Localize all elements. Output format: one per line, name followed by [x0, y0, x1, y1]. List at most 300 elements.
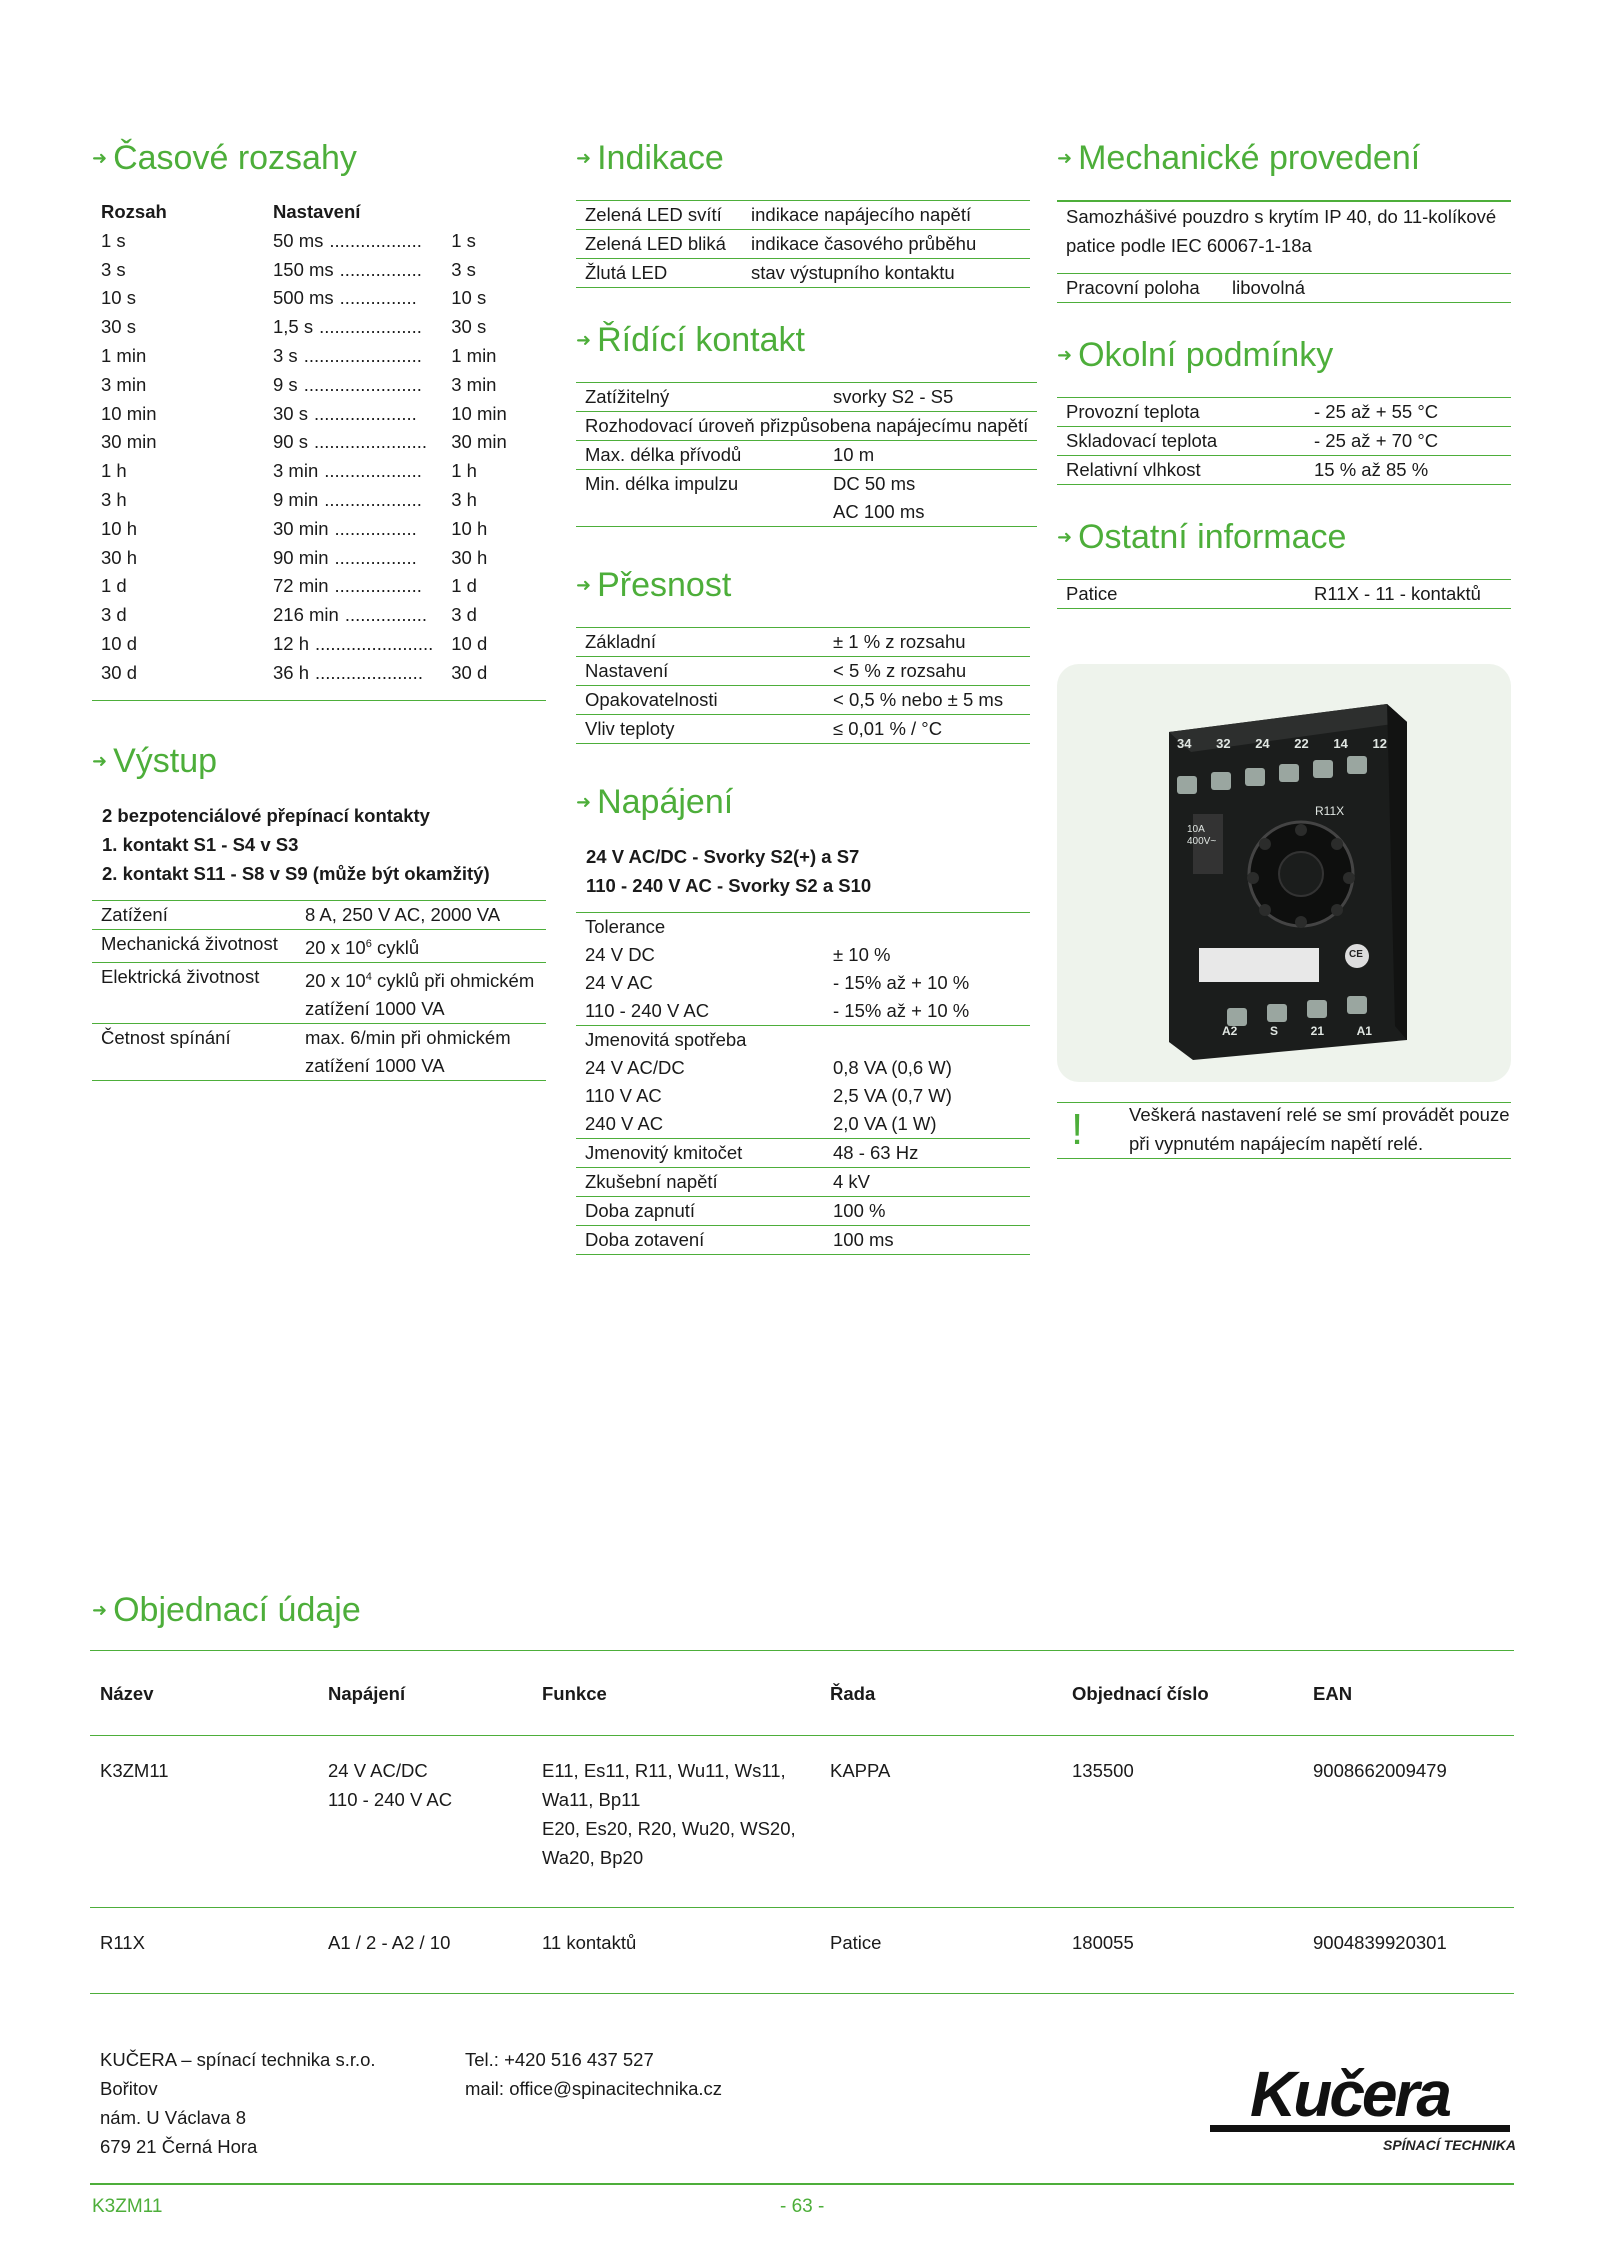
mech-text: Samozhášivé pouzdro s krytím IP 40, do 11-kolíkové [1066, 205, 1497, 227]
table-row [576, 201, 1030, 230]
row-label: Rozhodovací úroveň přizpůsobena napájecímu napětí [576, 412, 1037, 441]
range-col-header: Rozsah [101, 201, 167, 222]
row-label: 110 V AC [585, 1085, 662, 1106]
table-row [576, 628, 1030, 657]
setting-value [264, 256, 442, 285]
arrow-icon: ➜ [576, 792, 592, 812]
range-row [92, 400, 546, 429]
section-heading-presnost [576, 565, 1030, 605]
leader-dots: .................... [313, 402, 417, 424]
cell-function [532, 1908, 820, 1994]
table-row [576, 412, 1037, 441]
setting-value [264, 284, 442, 313]
column-header: Název [100, 1682, 154, 1704]
leader-dots: ................ [334, 517, 417, 539]
row-value [296, 1024, 546, 1081]
row-value [824, 1026, 1030, 1055]
cell-name [90, 1736, 318, 1908]
terminal-label: 14 [1333, 735, 1348, 751]
row-label: 110 - 240 V AC [576, 997, 824, 1026]
row-label: Nastavení [576, 657, 824, 686]
row-label: Doba zapnutí [576, 1197, 824, 1226]
section-heading-okolni [1057, 335, 1511, 375]
row-value: - 15% až + 10 % [824, 997, 1030, 1026]
leader-dots: .................. [329, 229, 422, 251]
row-label: Základní [576, 628, 824, 657]
range-rows [92, 227, 546, 688]
section-heading-napajeni [576, 782, 1030, 822]
terminal-labels-bottom [1222, 1024, 1372, 1038]
range-end-value: 10 d [451, 632, 488, 654]
kucera-logo [1210, 2058, 1520, 2165]
column-right [1057, 138, 1511, 1158]
setting-value [264, 400, 442, 429]
column-header: Napájení [328, 1682, 406, 1704]
section-heading-indikace [576, 138, 1030, 178]
phone: Tel.: +420 516 437 527 [465, 2049, 654, 2070]
row-value: libovolná [1223, 273, 1511, 302]
cell-text: R11X [100, 1932, 145, 1953]
setting-value [264, 428, 442, 457]
logo-subtitle: SPÍNACÍ TECHNIKA [1382, 2137, 1516, 2153]
row-label: 24 V AC [585, 972, 653, 993]
output-table [92, 900, 546, 1081]
setting-value [264, 572, 442, 601]
range-row [92, 227, 546, 256]
row-label: Provozní teplota [1057, 397, 1305, 426]
control-contact-table [576, 382, 1037, 527]
row-label: 240 V AC [576, 1110, 824, 1139]
row-label: 24 V DC [585, 944, 655, 965]
table-row [1057, 273, 1511, 302]
column-header: Funkce [542, 1682, 607, 1704]
cell-text: E20, Es20, R20, Wu20, WS20, [542, 1818, 796, 1839]
model-label: R11X [1315, 803, 1345, 818]
range-value: 1 d [101, 575, 127, 597]
range-value: 10 min [101, 402, 157, 424]
cell-function [532, 1736, 820, 1908]
setting-value [264, 544, 442, 573]
range-row [92, 659, 546, 688]
table-row [576, 1054, 1030, 1082]
row-value: 15 % až 85 % [1305, 455, 1511, 484]
table-row [1057, 397, 1511, 426]
value-text: max. 6/min při ohmickém [305, 1027, 511, 1049]
range-end-value: 3 min [451, 373, 497, 395]
range-value: 1 min [101, 344, 147, 366]
table-row [90, 1736, 1514, 1908]
range-end-value: 1 d [451, 575, 477, 597]
table-row [576, 1110, 1030, 1139]
table-row [576, 1168, 1030, 1197]
range-value: 10 h [101, 517, 138, 539]
table-row [1057, 426, 1511, 455]
divider [1057, 1158, 1511, 1160]
range-row [92, 313, 546, 342]
setting-text: 3 min [273, 460, 319, 482]
row-label: Patice [1057, 579, 1305, 608]
setting-value [264, 371, 442, 400]
cell-text: 11 kontaktů [542, 1932, 637, 1953]
row-value [296, 930, 546, 963]
range-row [92, 371, 546, 400]
value-text: zatížení 1000 VA [305, 998, 445, 1020]
range-end-value: 30 h [451, 546, 488, 568]
leader-dots: ............... [339, 287, 417, 309]
row-label: Doba zotavení [576, 1226, 824, 1255]
row-label: Skladovací teplota [1057, 426, 1305, 455]
arrow-icon: ➜ [92, 751, 108, 772]
setting-value [264, 630, 442, 659]
row-value: - 25 až + 70 °C [1305, 426, 1511, 455]
table-row [576, 1026, 1030, 1055]
row-value: 8 A, 250 V AC, 2000 VA [296, 901, 546, 930]
supply-line: 24 V AC/DC - Svorky S2(+) a S7 [586, 846, 860, 867]
table-row [576, 383, 1037, 412]
cell-name [90, 1908, 318, 1994]
setting-col-header: Nastavení [273, 201, 361, 222]
cell-text: 135500 [1072, 1760, 1134, 1781]
row-label: Opakovatelnosti [576, 686, 824, 715]
range-table [92, 198, 546, 227]
leader-dots: .................... [319, 316, 422, 338]
cell-order-number [1062, 1908, 1303, 1994]
cell-text: A1 / 2 - A2 / 10 [328, 1932, 451, 1953]
value-text: 20 x 10 [305, 937, 366, 959]
row-value: 2,0 VA (1 W) [824, 1110, 1030, 1139]
table-row [576, 441, 1037, 470]
range-end-value: 10 h [451, 517, 488, 539]
range-row [92, 572, 546, 601]
terminal-label: A1 [1356, 1023, 1372, 1038]
output-line: 2. kontakt S11 - S8 v S9 (může být okamžitý) [102, 863, 490, 885]
setting-value [264, 227, 442, 256]
supply-table [576, 912, 1030, 1255]
cell-text: Wa11, Bp11 [542, 1789, 641, 1810]
row-value: 100 % [824, 1197, 1030, 1226]
company-contact [465, 2045, 722, 2103]
arrow-icon: ➜ [1057, 148, 1073, 168]
section-title: Mechanické provedení [1078, 139, 1421, 177]
indication-table [576, 200, 1030, 288]
setting-text: 36 h [273, 661, 310, 683]
section-heading-vystup [92, 741, 546, 781]
column-header: EAN [1313, 1682, 1353, 1704]
warning-line: při vypnutém napájecím napětí relé. [1129, 1132, 1424, 1154]
cell-text: KAPPA [830, 1760, 891, 1781]
range-value: 10 d [101, 632, 138, 654]
arrow-icon: ➜ [576, 148, 592, 168]
row-value: R11X - 11 - kontaktů [1305, 579, 1511, 608]
range-row [92, 428, 546, 457]
table-row [92, 1024, 546, 1081]
section-title: Časové rozsahy [113, 139, 357, 177]
value-text: zatížení 1000 VA [305, 1055, 445, 1077]
range-end-value: 30 s [451, 316, 487, 338]
setting-value [264, 313, 442, 342]
accuracy-table [576, 627, 1030, 744]
range-row [92, 256, 546, 285]
setting-text: 90 min [273, 546, 329, 568]
row-value: indikace časového průběhu [742, 230, 1030, 259]
row-value: 4 kV [824, 1168, 1030, 1197]
page-number: - 63 - [780, 2196, 825, 2217]
row-label: Zatížitelný [576, 383, 824, 412]
order-header-row [90, 1651, 1514, 1736]
arrow-icon: ➜ [92, 148, 108, 168]
output-line: 2 bezpotenciálové přepínací kontakty [102, 805, 430, 827]
row-label: Zkušební napětí [576, 1168, 824, 1197]
table-row [576, 657, 1030, 686]
row-label: Mechanická životnost [92, 930, 296, 963]
setting-text: 9 s [273, 373, 298, 395]
warning-line: Veškerá nastavení relé se smí provádět pouze [1129, 1103, 1510, 1125]
table-row [576, 259, 1030, 288]
table-row [576, 1139, 1030, 1168]
column-middle [576, 138, 1030, 1255]
table-row [92, 963, 546, 1024]
setting-value [264, 601, 442, 630]
table-row [92, 901, 546, 930]
setting-value [264, 457, 442, 486]
section-heading-order [92, 1590, 1514, 1630]
table-row [576, 969, 1030, 997]
table-row [576, 1226, 1030, 1255]
setting-text: 150 ms [273, 258, 334, 280]
cell-ean [1303, 1736, 1514, 1908]
table-row [576, 715, 1030, 744]
range-end-value: 30 d [451, 661, 488, 683]
output-line: 1. kontakt S1 - S4 v S3 [102, 834, 299, 856]
range-end-value: 3 d [451, 604, 477, 626]
rating-voltage: 400V~ [1187, 835, 1217, 847]
leader-dots: ....................... [315, 632, 434, 654]
section-title: Řídící kontakt [597, 321, 805, 359]
cell-ean [1303, 1908, 1514, 1994]
value-text: cyklů při ohmickém [371, 970, 535, 992]
terminal-label: 34 [1177, 735, 1192, 751]
arrow-icon: ➜ [576, 330, 592, 350]
rating-current: 10A [1187, 823, 1205, 835]
range-row [92, 601, 546, 630]
column-header: Řada [830, 1682, 876, 1704]
divider [92, 700, 546, 702]
row-value [296, 963, 546, 1024]
range-row [92, 457, 546, 486]
leader-dots: ................... [324, 460, 422, 482]
range-value: 30 d [101, 661, 138, 683]
table-row [576, 913, 1030, 942]
relay-socket-image [1057, 664, 1511, 1082]
row-label: 24 V AC/DC [585, 1057, 685, 1078]
supply-line: 110 - 240 V AC - Svorky S2 a S10 [586, 875, 872, 896]
range-value: 3 min [101, 373, 147, 395]
row-value: 100 ms [824, 1226, 1030, 1255]
cell-text: 24 V AC/DC [328, 1760, 428, 1781]
row-value [824, 470, 1037, 527]
row-label: Žlutá LED [576, 259, 742, 288]
section-title: Indikace [597, 139, 724, 177]
value-text: cyklů [371, 937, 420, 959]
terminal-label: 22 [1294, 735, 1309, 751]
section-title: Výstup [113, 742, 218, 781]
arrow-icon: ➜ [1057, 344, 1073, 365]
value-text: 20 x 10 [305, 970, 366, 992]
other-table [1057, 579, 1511, 609]
cell-series [820, 1736, 1062, 1908]
section-heading-ridici [576, 320, 1030, 360]
row-label: Zelená LED bliká [576, 230, 742, 259]
cell-text: Patice [830, 1932, 882, 1953]
terminal-label: 12 [1372, 735, 1387, 751]
supply-description [576, 842, 1030, 900]
range-value: 30 min [101, 431, 157, 453]
setting-text: 9 min [273, 488, 319, 510]
setting-text: 500 ms [273, 287, 334, 309]
table-row [576, 470, 1037, 527]
terminal-label: S [1269, 1023, 1278, 1038]
setting-text: 1,5 s [273, 316, 314, 338]
rating-label [1187, 824, 1216, 848]
row-label: Četnost spínání [92, 1024, 296, 1081]
range-end-value: 3 h [451, 488, 477, 510]
row-label: Zatížení [92, 901, 296, 930]
range-value: 30 s [101, 316, 136, 338]
address-line: Bořitov [100, 2078, 158, 2099]
table-row [576, 1082, 1030, 1110]
row-label: Jmenovitá spotřeba [585, 1029, 747, 1050]
row-label: Elektrická životnost [92, 963, 296, 1024]
leader-dots: ................... [324, 488, 422, 510]
value-text: DC 50 ms [833, 473, 916, 494]
setting-text: 30 min [273, 517, 329, 539]
row-value: - 25 až + 55 °C [1305, 397, 1511, 426]
ce-mark: CE [1349, 948, 1363, 960]
table-row [1057, 579, 1511, 608]
cell-text: 9008662009479 [1313, 1760, 1447, 1781]
range-end-value: 10 min [451, 402, 507, 424]
output-description [92, 801, 546, 888]
cell-series [820, 1908, 1062, 1994]
row-value: stav výstupního kontaktu [742, 259, 1030, 288]
table-row [576, 941, 1030, 969]
row-value [824, 913, 1030, 942]
product-image-panel [1057, 664, 1511, 1082]
range-value: 30 h [101, 546, 138, 568]
range-end-value: 10 s [451, 287, 487, 309]
range-row [92, 515, 546, 544]
range-row [92, 544, 546, 573]
range-value: 10 s [101, 287, 136, 309]
table-row [576, 230, 1030, 259]
row-label: Min. délka impulzu [576, 470, 824, 527]
range-end-value: 1 h [451, 460, 477, 482]
section-heading-mech [1057, 138, 1511, 178]
section-title: Napájení [597, 783, 734, 821]
arrow-icon: ➜ [576, 575, 592, 595]
range-row [92, 630, 546, 659]
row-value: ≤ 0,01 % / °C [824, 715, 1030, 744]
position-table [1057, 273, 1511, 303]
range-value: 1 h [101, 460, 127, 482]
order-table [90, 1650, 1514, 1994]
setting-value [264, 659, 442, 688]
warning-box [1057, 1102, 1511, 1158]
row-value: svorky S2 - S5 [824, 383, 1037, 412]
table-row [90, 1908, 1514, 1994]
leader-dots: ................ [339, 258, 422, 280]
cell-order-number [1062, 1736, 1303, 1908]
table-row [576, 1197, 1030, 1226]
setting-text: 72 min [273, 575, 329, 597]
logo-wordmark: Kučera [1250, 2058, 1449, 2130]
range-row [92, 342, 546, 371]
range-end-value: 3 s [451, 258, 476, 280]
leader-dots: ...................... [313, 431, 428, 453]
warning-icon: ! [1071, 1104, 1084, 1154]
section-title: Ostatní informace [1078, 517, 1347, 556]
setting-value [264, 515, 442, 544]
leader-dots: ....................... [303, 344, 422, 366]
section-title: Přesnost [597, 566, 732, 604]
column-left [92, 138, 546, 1081]
setting-text: 216 min [273, 604, 339, 626]
cell-supply [318, 1908, 532, 1994]
row-value: < 5 % z rozsahu [824, 657, 1030, 686]
range-header-row [92, 198, 546, 227]
cell-text: 110 - 240 V AC [328, 1789, 453, 1810]
leader-dots: ................ [344, 604, 428, 626]
range-value: 3 d [101, 604, 127, 626]
document-code: K3ZM11 [92, 2196, 163, 2217]
terminal-label: A2 [1222, 1023, 1238, 1038]
row-label: Jmenovitý kmitočet [576, 1139, 824, 1168]
row-label: Relativní vlhkost [1057, 455, 1305, 484]
row-value: indikace napájecího napětí [742, 201, 1030, 230]
cell-text: 180055 [1072, 1932, 1134, 1953]
warning-text [1129, 1100, 1519, 1158]
leader-dots: ................. [334, 575, 422, 597]
range-value: 3 s [101, 258, 126, 280]
company-name: KUČERA – spínací technika s.r.o. [100, 2049, 376, 2070]
range-value: 1 s [101, 229, 126, 251]
row-value: 2,5 VA (0,7 W) [833, 1085, 952, 1106]
row-label: Pracovní poloha [1057, 273, 1223, 302]
address-line: nám. U Václava 8 [100, 2107, 247, 2128]
setting-text: 12 h [273, 632, 310, 654]
exponent: 4 [365, 971, 372, 984]
leader-dots: ....................... [303, 373, 422, 395]
range-end-value: 1 min [451, 344, 497, 366]
ambient-table [1057, 397, 1511, 485]
cell-text: E11, Es11, R11, Wu11, Ws11, [542, 1760, 786, 1781]
email: mail: office@spinacitechnika.cz [465, 2078, 722, 2099]
range-end-value: 30 min [451, 431, 507, 453]
row-value: ± 1 % z rozsahu [824, 628, 1030, 657]
row-value: 10 m [824, 441, 1037, 470]
exponent: 6 [365, 938, 372, 951]
section-heading-casove [92, 138, 546, 178]
leader-dots: ................ [334, 546, 417, 568]
setting-text: 50 ms [273, 229, 324, 251]
table-row [1057, 455, 1511, 484]
cell-text: 9004839920301 [1313, 1932, 1447, 1953]
section-heading-ostatni [1057, 517, 1511, 557]
mech-text: patice podle IEC 60067-1-18a [1066, 234, 1312, 256]
order-section [90, 1590, 1514, 1994]
range-end-value: 1 s [451, 229, 476, 251]
terminal-labels-top [1177, 736, 1387, 751]
